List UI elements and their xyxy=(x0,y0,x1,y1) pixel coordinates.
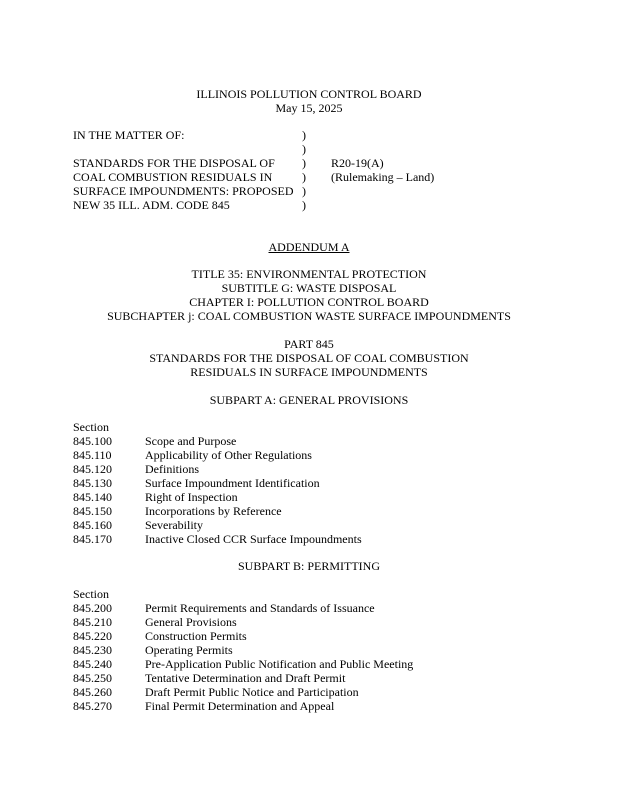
document-header xyxy=(0,87,618,115)
docket-number: R20-19(A) xyxy=(331,156,384,170)
caption-paren: ) xyxy=(302,170,306,184)
section-number: 845.170 xyxy=(73,532,112,546)
part-name-line1: STANDARDS FOR THE DISPOSAL OF COAL COMBUSTION xyxy=(149,351,469,365)
section-number: 845.100 xyxy=(73,434,112,448)
caption-paren: ) xyxy=(302,198,306,212)
section-number: 845.270 xyxy=(73,699,112,713)
section-title: Applicability of Other Regulations xyxy=(145,448,312,462)
section-title: Incorporations by Reference xyxy=(145,504,282,518)
section-column-label: Section xyxy=(73,420,109,434)
section-column-label: Section xyxy=(73,587,109,601)
caption-paren: ) xyxy=(302,156,306,170)
document-date: May 15, 2025 xyxy=(275,101,343,115)
section-title: Right of Inspection xyxy=(145,490,238,504)
caption-left: STANDARDS FOR THE DISPOSAL OF xyxy=(73,156,275,170)
section-number: 845.260 xyxy=(73,685,112,699)
caption-paren: ) xyxy=(302,128,306,142)
section-title: Tentative Determination and Draft Permit xyxy=(145,671,346,685)
section-title: Pre-Application Public Notification and Public Meeting xyxy=(145,657,414,671)
section-number: 845.240 xyxy=(73,657,112,671)
title-line: TITLE 35: ENVIRONMENTAL PROTECTION xyxy=(191,267,427,281)
section-title: Scope and Purpose xyxy=(145,434,237,448)
section-number: 845.150 xyxy=(73,504,112,518)
subpart-a-heading: SUBPART A: GENERAL PROVISIONS xyxy=(209,393,409,407)
section-title: Operating Permits xyxy=(145,643,233,657)
chapter-line: CHAPTER I: POLLUTION CONTROL BOARD xyxy=(189,295,429,309)
section-number: 845.220 xyxy=(73,629,112,643)
part-name-line2: RESIDUALS IN SURFACE IMPOUNDMENTS xyxy=(190,365,428,379)
section-number: 845.210 xyxy=(73,615,112,629)
section-title: General Provisions xyxy=(145,615,237,629)
section-number: 845.140 xyxy=(73,490,112,504)
section-number: 845.160 xyxy=(73,518,112,532)
subpart-b-heading-block xyxy=(0,559,618,573)
section-title: Construction Permits xyxy=(145,629,247,643)
subtitle-line: SUBTITLE G: WASTE DISPOSAL xyxy=(221,281,397,295)
subpart-a-heading-block xyxy=(0,393,618,407)
section-title: Inactive Closed CCR Surface Impoundments xyxy=(145,532,362,546)
caption-paren: ) xyxy=(302,184,306,198)
caption-left: SURFACE IMPOUNDMENTS: PROPOSED xyxy=(73,184,294,198)
section-number: 845.250 xyxy=(73,671,112,685)
section-number: 845.130 xyxy=(73,476,112,490)
addendum-heading-block xyxy=(0,240,618,254)
section-number: 845.230 xyxy=(73,643,112,657)
caption-left: COAL COMBUSTION RESIDUALS IN xyxy=(73,170,273,184)
section-title: Surface Impoundment Identification xyxy=(145,476,320,490)
section-number: 845.110 xyxy=(73,448,112,462)
subchapter-line: SUBCHAPTER j: COAL COMBUSTION WASTE SURFACE IMPOUNDMENTS xyxy=(107,309,511,323)
section-title: Final Permit Determination and Appeal xyxy=(145,699,335,713)
section-title: Permit Requirements and Standards of Issuance xyxy=(145,601,375,615)
proceeding-type: (Rulemaking – Land) xyxy=(331,170,435,184)
section-title: Severability xyxy=(145,518,203,532)
part-heading xyxy=(0,337,618,379)
caption-left: NEW 35 ILL. ADM. CODE 845 xyxy=(73,198,230,212)
subpart-b-heading: SUBPART B: PERMITTING xyxy=(238,559,380,573)
part-number: PART 845 xyxy=(284,337,334,351)
caption-paren: ) xyxy=(302,142,306,156)
code-titles xyxy=(0,267,618,323)
section-number: 845.200 xyxy=(73,601,112,615)
addendum-heading: ADDENDUM A xyxy=(268,240,350,254)
board-name: ILLINOIS POLLUTION CONTROL BOARD xyxy=(196,87,422,101)
section-title: Definitions xyxy=(145,462,199,476)
section-title: Draft Permit Public Notice and Participation xyxy=(145,685,359,699)
section-number: 845.120 xyxy=(73,462,112,476)
caption-left: IN THE MATTER OF: xyxy=(73,128,185,142)
